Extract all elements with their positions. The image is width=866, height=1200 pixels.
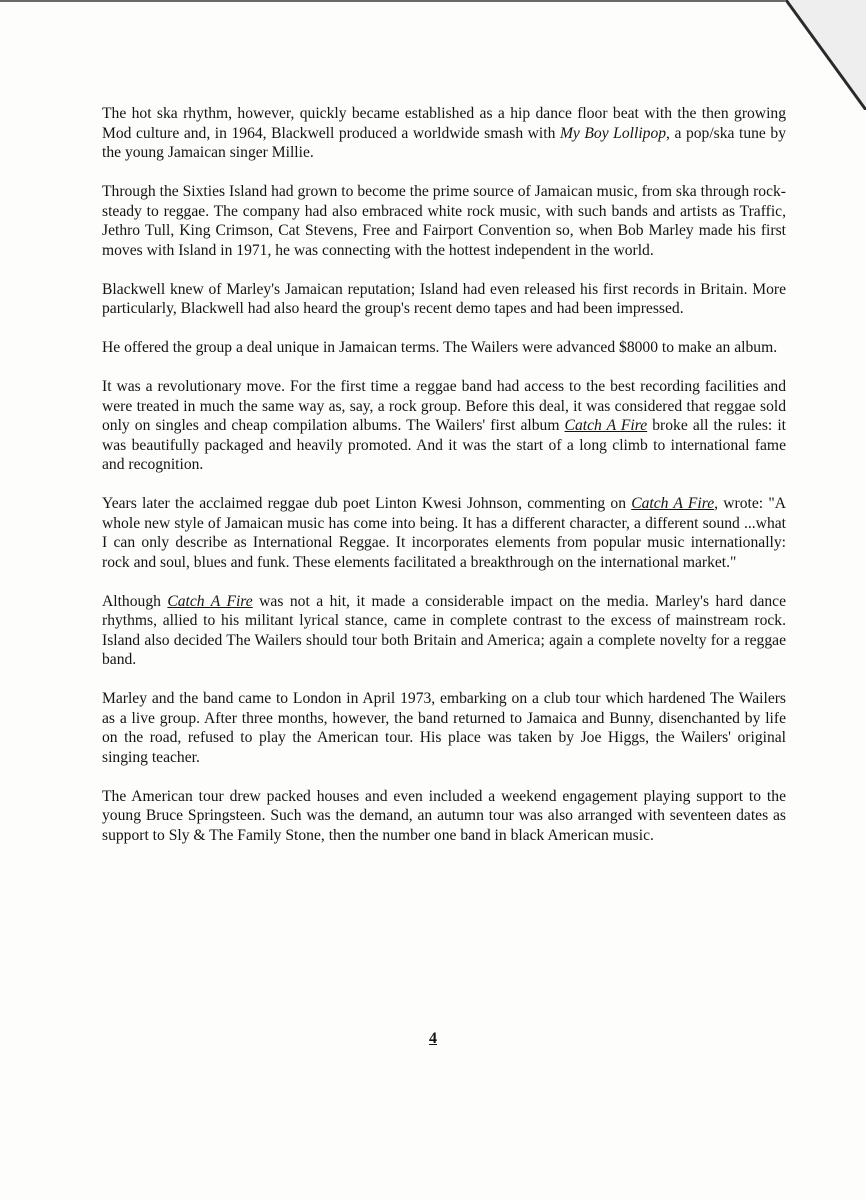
album-title: Catch A Fire [631,495,715,512]
text-run: Blackwell knew of Marley's Jamaican reputation; Island had even released his first records in Britain. More particularly, Blackwell had also heard the group's recent demo tapes and had been impressed. [102,280,786,317]
text-run: Although [102,592,168,610]
text-run: Years later the acclaimed reggae dub poet Linton Kwesi Johnson, commenting on [102,495,632,512]
text-run: The American tour drew packed houses and even included a weekend engagement playing support to the young Bruce Springsteen. Such was the demand, an autumn tour was also arranged with seventeen dates as support to Sly & The Family Stone, then the number one band in black American music. [102,787,786,844]
paragraph [102,182,786,260]
album-title: Catch A Fire [167,592,253,610]
page-number: 4 [429,1030,437,1047]
body-text [102,104,786,865]
song-title: My Boy Lollipop [559,124,667,142]
paragraph [102,338,786,358]
text-run: was not a hit, it made a considerable impact on the media. Marley's hard dance rhythms, allied to his militant lyrical stance, came in complete contrast to the excess of mainstream rock. Island also decided The Wailers should tour both Britain and America; again a complete novelty for a reggae band. [102,592,787,668]
paragraph [102,280,786,319]
album-title: Catch A Fire [564,417,648,434]
text-run: Marley and the band came to London in April 1973, embarking on a club tour which hardened The Wailers as a live group. After three months, however, the band returned to Jamaica and Bunny, disenchanted by life on the road, refused to play the American tour. His place was taken by Joe Higgs, the Wailers' original singing teacher. [102,690,786,766]
paragraph [102,592,786,670]
text-run: , a pop/ska tune by the young Jamaican singer Millie. [102,124,786,161]
paragraph [102,377,786,475]
text-run: , wrote: "A whole new style of Jamaican music has come into being. It has a different character, a different sound ...what I can only describe as International Reggae. It incorporates elements from popular music internationally: rock and soul, blues and funk. These elements facilitated a breakthrough on the international market." [102,495,786,571]
text-run: The hot ska rhythm, however, quickly became established as a hip dance floor beat with the then growing Mod culture and, in 1964, Blackwell produced a worldwide smash with [102,105,786,142]
text-run: He offered the group a deal unique in Jamaican terms. The Wailers were advanced $8000 to make an album. [102,339,778,356]
text-run: It was a revolutionary move. For the first time a reggae band had access to the best recording facilities and were treated in much the same way as, say, a rock group. Before this deal, it was considered that reggae sold only on singles and cheap compilation albums. The Wailers' first album [102,378,786,434]
paragraph [102,689,786,767]
text-run: Through the Sixties Island had grown to become the prime source of Jamaican music, from ska through rock-steady to reggae. The company had also embraced white rock music, with such bands and artists as Traffic, Jethro Tull, King Crimson, Cat Stevens, Free and Fairport Convention so, when Bob Marley made his first moves with Island in 1971, he was connecting with the hottest independent in the world. [102,183,786,259]
paragraph [102,494,786,572]
text-run: broke all the rules: it was beautifully packaged and heavily promoted. And it was the start of a long climb to international fame and recognition. [102,417,786,473]
page-top-edge [0,0,866,2]
paragraph [102,787,786,846]
paragraph [102,104,786,163]
folded-corner [786,0,866,110]
